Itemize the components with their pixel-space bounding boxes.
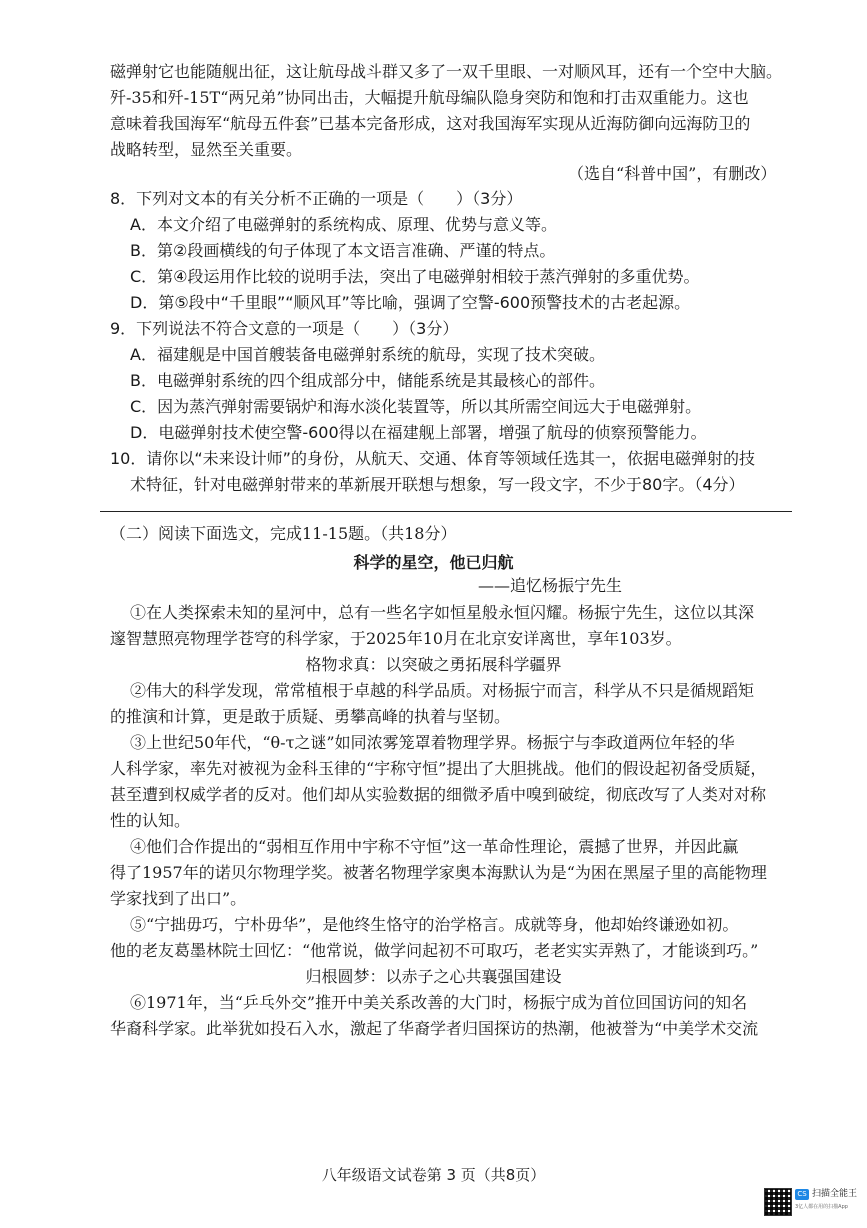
passage-line: 战略转型，显然至关重要。: [110, 140, 303, 159]
scanner-watermark: [795, 1187, 865, 1215]
paragraph-line: 人科学家，率先对被视为金科玉律的“宇称守恒”提出了大胆挑战。他们的假设起初备受质疑，: [110, 759, 767, 778]
paragraph-line: ④他们合作提出的“弱相互作用中宇称不守恒”这一革命性理论，震撼了世界，并因此赢: [130, 837, 739, 856]
question-9-stem: 9．下列说法不符合文意的一项是（ ）（3分）: [110, 319, 459, 338]
source-note: （选自“科普中国”，有删改）: [568, 164, 777, 183]
paragraph-line: ②伟大的科学发现，常常植根于卓越的科学品质。对杨振宁而言，科学从不只是循规蹈矩: [130, 681, 755, 700]
question-9-option-c: C．因为蒸汽弹射需要锅炉和海水淡化装置等，所以其所需空间远大于电磁弹射。: [130, 397, 702, 416]
paragraph-line: ⑤“宁拙毋巧，宁朴毋华”，是他终生恪守的治学格言。成就等身，他却始终谦逊如初。: [130, 915, 739, 934]
paragraph-line: 得了1957年的诺贝尔物理学奖。被著名物理学家奥本海默认为是“为困在黑屋子里的高能物理: [110, 863, 767, 882]
paragraph-line: 的推演和计算，更是敢于质疑、勇攀高峰的执着与坚韧。: [110, 707, 511, 726]
question-8-stem: 8．下列对文本的有关分析不正确的一项是（ ）（3分）: [110, 189, 523, 208]
paragraph-line: 华裔科学家。此举犹如投石入水，激起了华裔学者归国探访的热潮，他被誉为“中美学术交流: [110, 1019, 759, 1038]
question-10-line: 术特征，针对电磁弹射带来的革新展开联想与想象，写一段文字，不少于80字。（4分）: [130, 475, 745, 494]
paragraph-line: ①在人类探索未知的星河中，总有一些名字如恒星般永恒闪耀。杨振宁先生，这位以其深: [130, 603, 755, 622]
camscanner-logo-icon: CS: [795, 1189, 809, 1200]
question-9-option-d: D．电磁弹射技术使空警-600得以在福建舰上部署，增强了航母的侦察预警能力。: [130, 423, 707, 442]
paragraph-line: ③上世纪50年代，“θ-τ之谜”如同浓雾笼罩着物理学界。杨振宁与李政道两位年轻的华: [130, 733, 735, 752]
subheading: 归根圆梦：以赤子之心共襄强国建设: [305, 967, 562, 986]
question-10-line: 10．请你以“未来设计师”的身份，从航天、交通、体育等领域任选其一，依据电磁弹射的技: [110, 449, 755, 468]
qr-code-icon: [764, 1188, 792, 1216]
watermark-name: 扫描全能王: [812, 1189, 858, 1199]
question-9-option-b: B．电磁弹射系统的四个组成部分中，储能系统是其最核心的部件。: [130, 371, 605, 390]
page-footer: 八年级语文试卷第 3 页（共8页）: [321, 1166, 546, 1184]
question-8-option-d: D．第⑤段中“千里眼”“顺风耳”等比喻，强调了空警-600预警技术的古老起源。: [130, 293, 691, 312]
article-subtitle: ——追忆杨振宁先生: [478, 576, 623, 595]
subheading: 格物求真：以突破之勇拓展科学疆界: [305, 655, 562, 674]
passage-line: 歼-35和歼-15T“两兄弟”协同出击，大幅提升航母编队隐身突防和饱和打击双重能力。这也: [110, 88, 749, 107]
paragraph-line: 甚至遭到权威学者的反对。他们却从实验数据的细微矛盾中嗅到破绽，彻底改写了人类对对称: [110, 785, 767, 804]
paragraph-line: 邃智慧照亮物理学苍穹的科学家，于2025年10月在北京安详离世，享年103岁。: [110, 629, 682, 648]
question-9-option-a: A．福建舰是中国首艘装备电磁弹射系统的航母，实现了技术突破。: [130, 345, 605, 364]
passage-line: 磁弹射它也能随舰出征，这让航母战斗群又多了一双千里眼、一对顺风耳，还有一个空中大脑。: [110, 62, 783, 81]
passage-line: 意味着我国海军“航母五件套”已基本完备形成，这对我国海军实现从近海防御向远海防卫的: [110, 114, 751, 133]
question-8-option-b: B．第②段画横线的句子体现了本文语言准确、严谨的特点。: [130, 241, 556, 260]
question-8-option-c: C．第④段运用作比较的说明手法，突出了电磁弹射相较于蒸汽弹射的多重优势。: [130, 267, 700, 286]
section-divider: [100, 511, 792, 512]
article-title: 科学的星空，他已归航: [353, 553, 514, 572]
watermark-subtext: 3亿人都在用的扫描App: [795, 1204, 848, 1210]
section-2-header: （二）阅读下面选文，完成11-15题。（共18分）: [110, 524, 457, 543]
question-8-option-a: A．本文介绍了电磁弹射的系统构成、原理、优势与意义等。: [130, 215, 557, 234]
paragraph-line: ⑥1971年，当“乒乓外交”推开中美关系改善的大门时，杨振宁成为首位回国访问的知名: [130, 993, 748, 1012]
paragraph-line: 他的老友葛墨林院士回忆：“他常说，做学问起初不可取巧，老老实实弄熟了，才能谈到巧。”: [110, 941, 759, 960]
paragraph-line: 学家找到了出口”。: [110, 889, 247, 908]
paragraph-line: 性的认知。: [110, 811, 191, 830]
